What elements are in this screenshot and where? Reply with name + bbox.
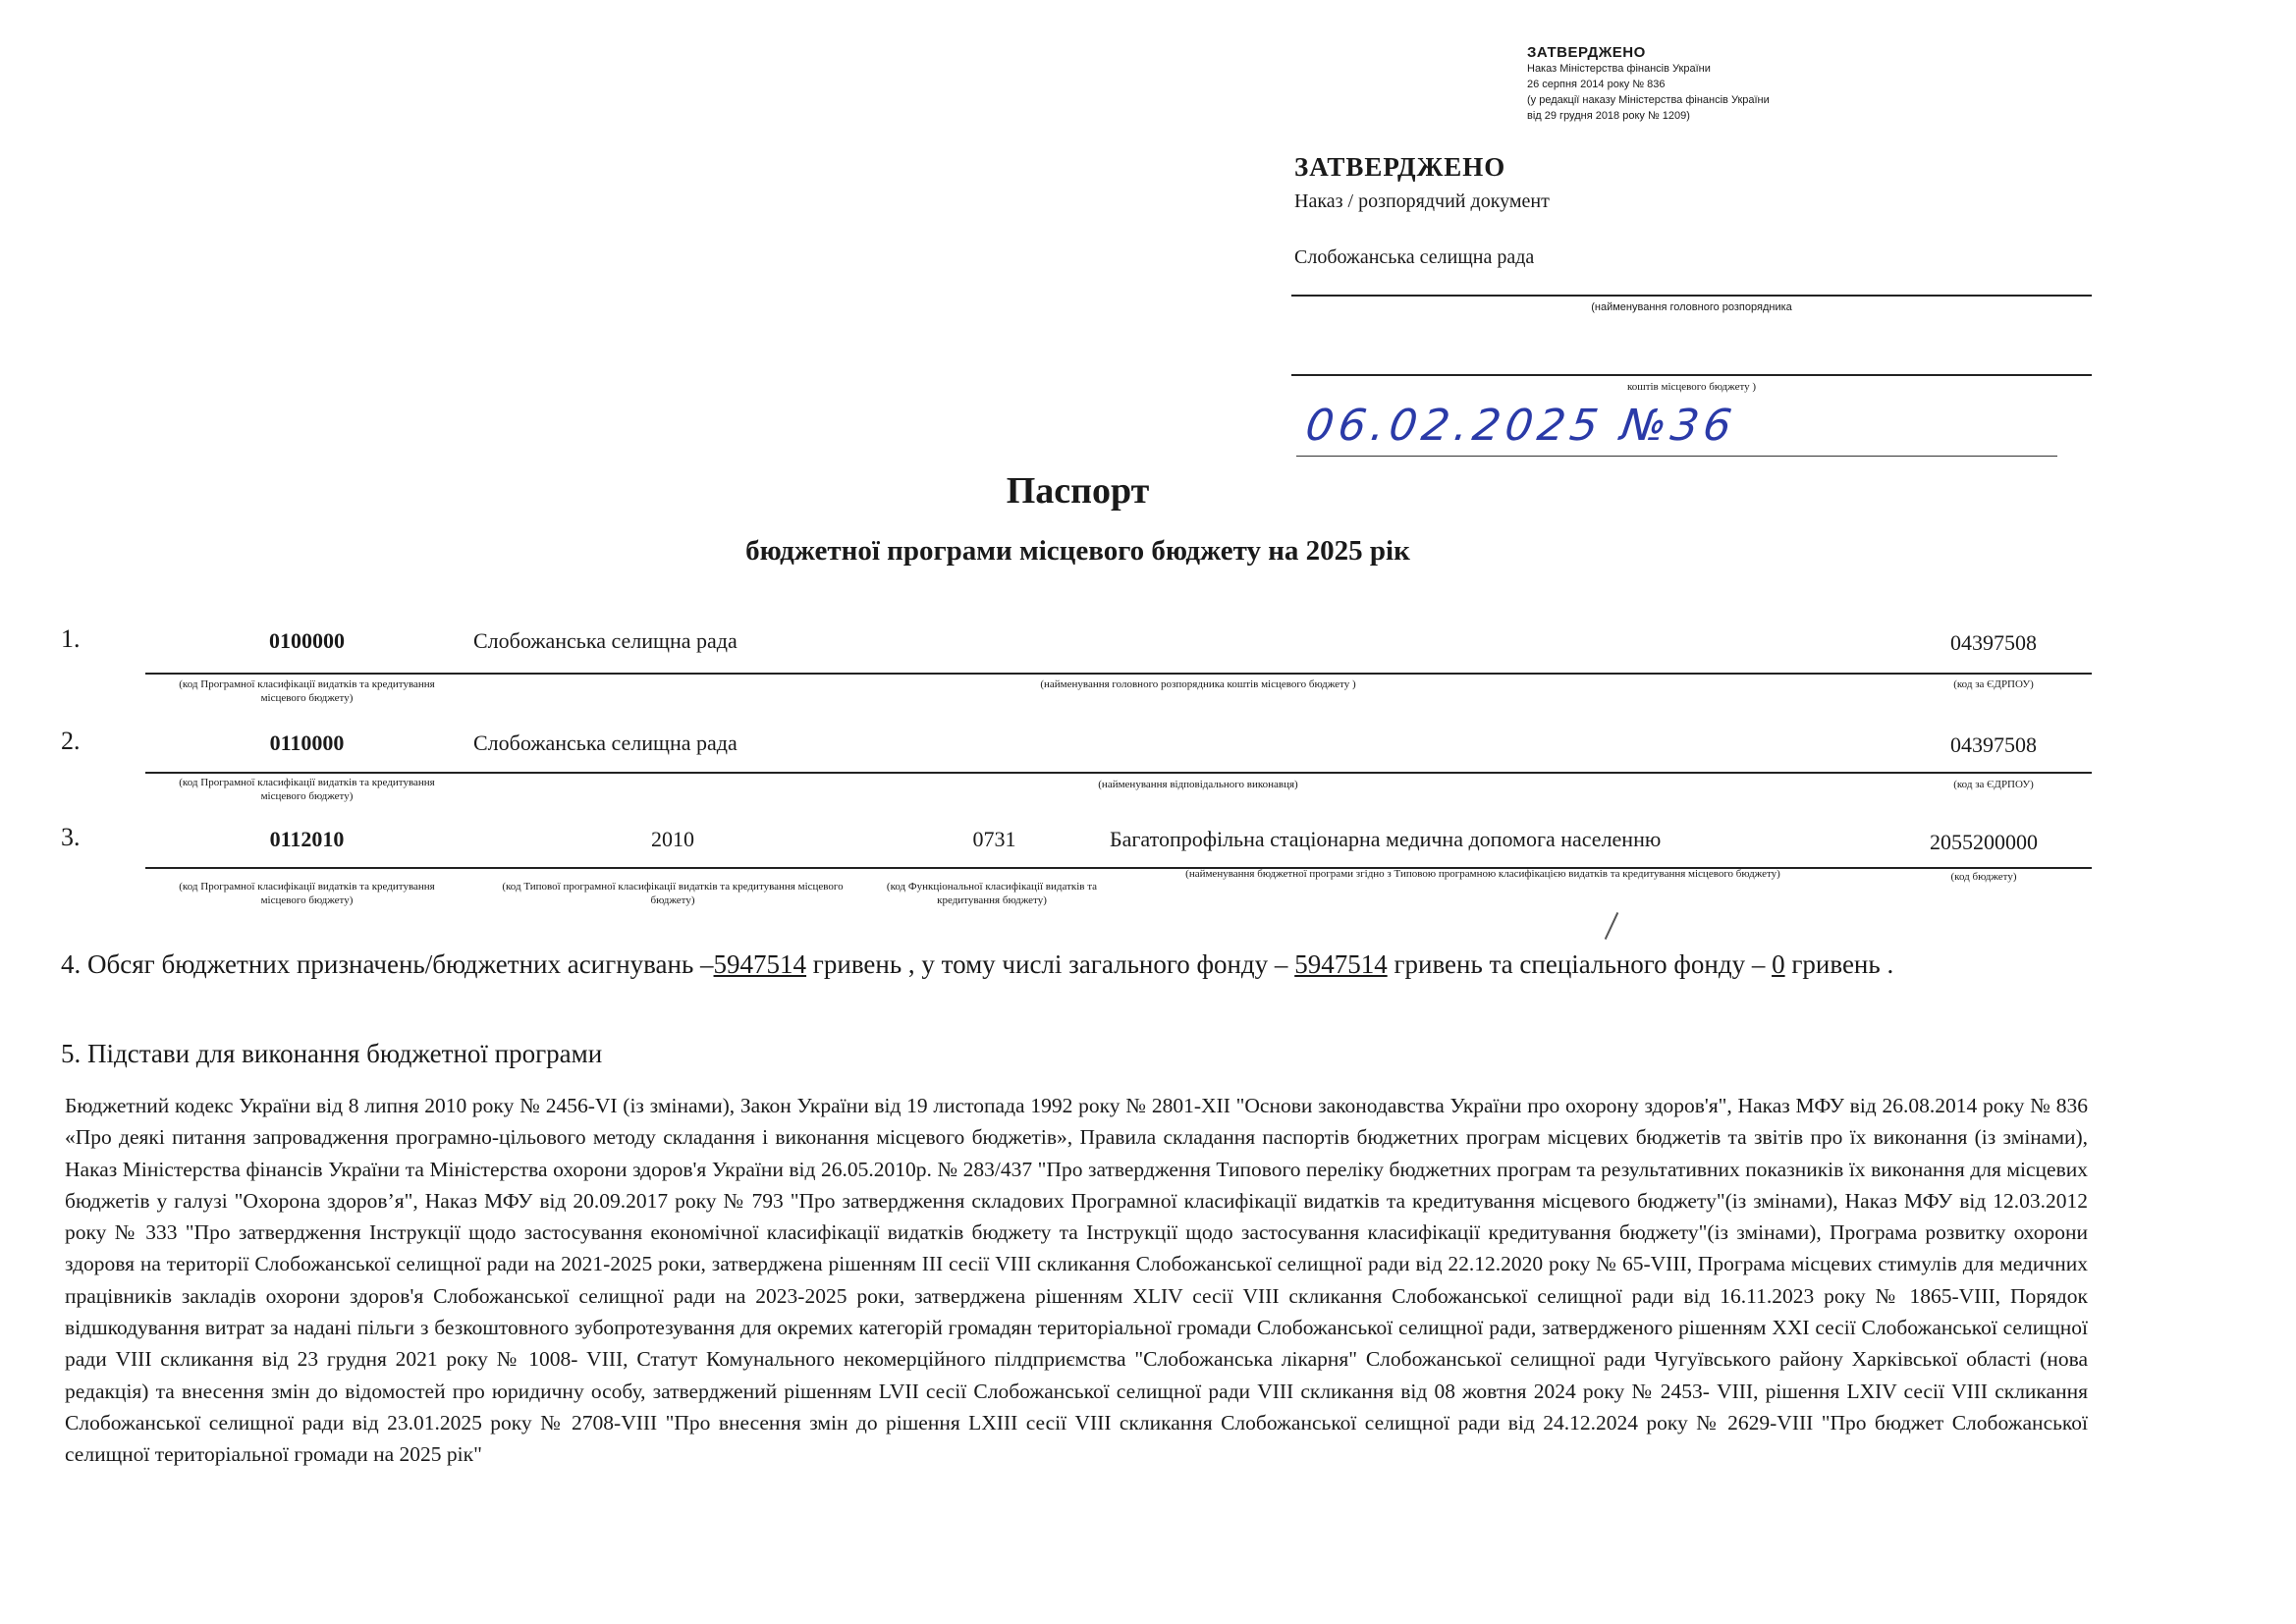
section4-text: гривень , у тому числі загального фонду –: [806, 949, 1295, 979]
approval-org: Слобожанська селищна рада: [1294, 246, 1535, 268]
row-number: 2.: [61, 727, 81, 755]
approval-block: [1294, 152, 2090, 269]
pen-mark: [1605, 912, 1618, 940]
approval-caption-2: коштів місцевого бюджету ): [1626, 381, 1757, 393]
caption-program-code: (код Програмної класифікації видатків та кредитування місцевого бюджету): [179, 881, 435, 906]
functional-code: 0731: [972, 827, 1016, 851]
section5-body: Бюджетний кодекс України від 8 липня 2010 року № 2456-VI (із змінами), Закон України від 19 листопада 1992 року № 2801-XII "Основи законодавства України про охорону здоров'я", Наказ МФУ від 26.08.2014 року № 836 «Про деякі питання запровадження програмно-цільового методу складання і виконання місцевого бюджетів», Правила складання паспортів бюджетних програм місцевих бюджетів та звітів про їх виконання (із змінами), Наказ Міністерства фінансів України та Міністерства охорони здоров'я України від 26.05.2010р. № 283/437 "Про затвердження Типового переліку бюджетних програм та результативних показників їх виконання для місцевих бюджетів у галузі "Охорона здоров’я", Наказ МФУ від 20.09.2017 року № 793 "Про затвердження складових Програмної класифікації видатків та кредитування місцевого бюджету"(із змінами), Наказ МФУ від 12.03.2012 року № 333 "Про затвердження Інструкції щодо застосування економічної класифікації видатків бюджету та Інструкції щодо застосування класифікації кредитування бюджету"(із змінами), Програма розвитку охорони здоровя на території Слобожанської селищної ради на 2021-2025 роки, затверджена рішенням ІІІ сесії VIII скликання Слобожанської селищної ради від 22.12.2020 року № 65-VIII, Програма місцевих стимулів для медичних працівників закладів охорони здоров'я Слобожанської селищної ради на 2023-2025 роки, затверджена рішенням XLIV сесії VIII скликання Слобожанської селищної ради від 16.11.2023 року № 1865-VIII, Порядок відшкодування витрат за надані пільги з безкоштовного зубопротезування для окремих категорій громадян територіальної громади Слобожанської селищної ради, затвердженого рішенням XXI сесії Слобожанської селищної ради VIII скликання від 23 грудня 2021 року № 1008- VIII, Статут Комунального некомерційного пілдприємства "Слобожанська лікарня" Слобожанської селищної ради Чугуївського району Харківської області (нова редакція) та внесення змін до відомостей про юридичну особу, затверджений рішенням LVII сесії Слобожанської селищної ради VIII скликання від 08 жовтня 2024 року № 2453- VIII, рішення LXIV сесії VIII скликання Слобожанської селищної ради від 23.01.2025 року № 2708-VIII "Про внесення змін до рішення LXIII сесії VIII скликання Слобожанської селищної ради від 24.12.2024 року № 2629-VIII "Про бюджет Слобожанської селищної територіальної громади на 2025 рік": [65, 1094, 2088, 1467]
edrpou-code: 04397508: [1950, 732, 2037, 757]
handwritten-date-number: 06.02.2025 №36: [1302, 401, 1740, 451]
section4-text: гривень та спеціального фонду –: [1387, 949, 1773, 979]
divider: [1291, 295, 2092, 297]
page-title: Паспорт: [1006, 470, 1150, 512]
caption-functional-code: (код Функціональної класифікації видатків та кредитування бюджету): [886, 881, 1098, 906]
divider: [145, 772, 2092, 774]
general-fund-amount: 5947514: [1294, 949, 1388, 979]
stamp-line: 26 серпня 2014 року № 836: [1527, 79, 1666, 90]
caption-edrpou: (код за ЄДРПОУ): [1953, 779, 2034, 790]
budget-volume-paragraph: [61, 945, 2092, 984]
budget-code: 2055200000: [1930, 830, 2038, 854]
divider: [1291, 374, 2092, 376]
row-number: 3.: [61, 823, 81, 851]
approval-caption-1: (найменування головного розпорядника: [1591, 301, 1792, 313]
program-code: 0112010: [269, 827, 345, 851]
caption-budget-code: (код бюджету): [1950, 871, 2017, 883]
executor-name: Слобожанська селищна рада: [473, 731, 738, 755]
stamp-line: від 29 грудня 2018 року № 1209): [1527, 110, 1690, 122]
caption-executor-name: (найменування відповідального виконавця): [1098, 779, 1298, 790]
row-number: 1.: [61, 624, 81, 653]
caption-program-name: (найменування бюджетної програми згідно з Типовою програмною класифікацією видатків та кредитування місцевого бюджету): [1185, 868, 1780, 880]
divider: [145, 673, 2092, 675]
stamp-title: ЗАТВЕРДЖЕНО: [1527, 44, 1646, 61]
typical-program-code: 2010: [651, 827, 694, 851]
manager-name: Слобожанська селищна рада: [473, 628, 738, 653]
program-code: 0110000: [269, 731, 345, 755]
total-amount: 5947514: [713, 949, 807, 979]
section4-text: 4. Обсяг бюджетних призначень/бюджетних асигнувань –: [61, 949, 714, 979]
stamp-line: (у редакції наказу Міністерства фінансів України: [1527, 94, 1770, 106]
page-subtitle: бюджетної програми місцевого бюджету на 2025 рік: [745, 535, 1410, 567]
program-name: Багатопрофільна стаціонарна медична допомога населенню: [1110, 827, 1662, 851]
caption-manager-name: (найменування головного розпорядника коштів місцевого бюджету ): [1040, 678, 1356, 690]
caption-program-code: (код Програмної класифікації видатків та кредитування місцевого бюджету): [179, 777, 435, 802]
section4-text: гривень .: [1791, 949, 1894, 979]
stamp-line: Наказ Міністерства фінансів України: [1527, 63, 1711, 75]
special-fund-amount: 0: [1772, 949, 1785, 979]
caption-edrpou: (код за ЄДРПОУ): [1953, 678, 2034, 690]
program-code: 0100000: [269, 628, 345, 653]
approval-title: ЗАТВЕРДЖЕНО: [1294, 152, 1506, 182]
caption-program-code: (код Програмної класифікації видатків та кредитування місцевого бюджету): [179, 678, 435, 704]
section5-heading: 5. Підстави для виконання бюджетної програми: [61, 1039, 603, 1068]
divider: [1296, 456, 2057, 457]
approval-stamp: [1527, 44, 1861, 124]
caption-typical-code: (код Типової програмної класифікації видатків та кредитування місцевого бюджету): [502, 881, 844, 906]
approval-doc: Наказ / розпорядчий документ: [1294, 190, 1550, 212]
edrpou-code: 04397508: [1950, 630, 2037, 655]
